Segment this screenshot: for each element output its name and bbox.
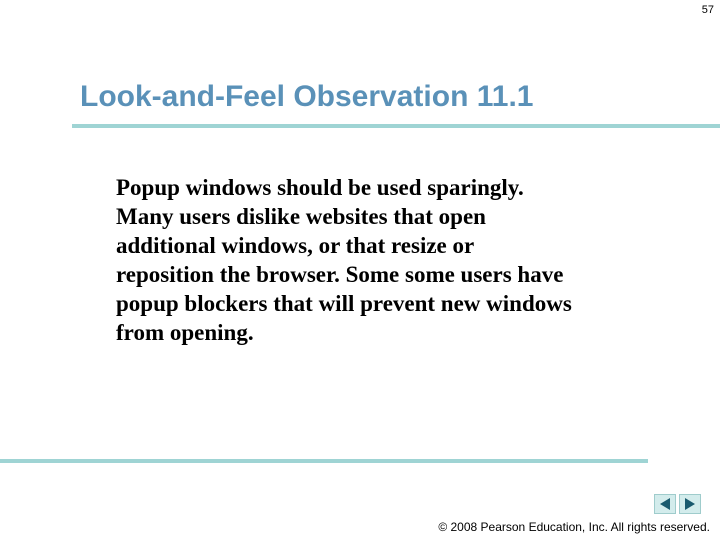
previous-slide-button[interactable] [654, 494, 676, 514]
triangle-right-icon [683, 497, 697, 511]
next-slide-button[interactable] [679, 494, 701, 514]
copyright-notice: © 2008 Pearson Education, Inc. All rights reserved. [438, 520, 710, 534]
page-number: 57 [701, 4, 714, 16]
slide-body-text: Popup windows should be used sparingly. Many users dislike websites that open additional windows, or that resize or reposition the browser. Some some users have popup blockers that will prevent new windows from opening. [116, 175, 572, 345]
bottom-divider [0, 459, 648, 463]
slide-navigation [654, 494, 701, 514]
title-divider [72, 124, 720, 128]
slide-title: Look-and-Feel Observation 11.1 [80, 80, 534, 113]
triangle-left-icon [658, 497, 672, 511]
